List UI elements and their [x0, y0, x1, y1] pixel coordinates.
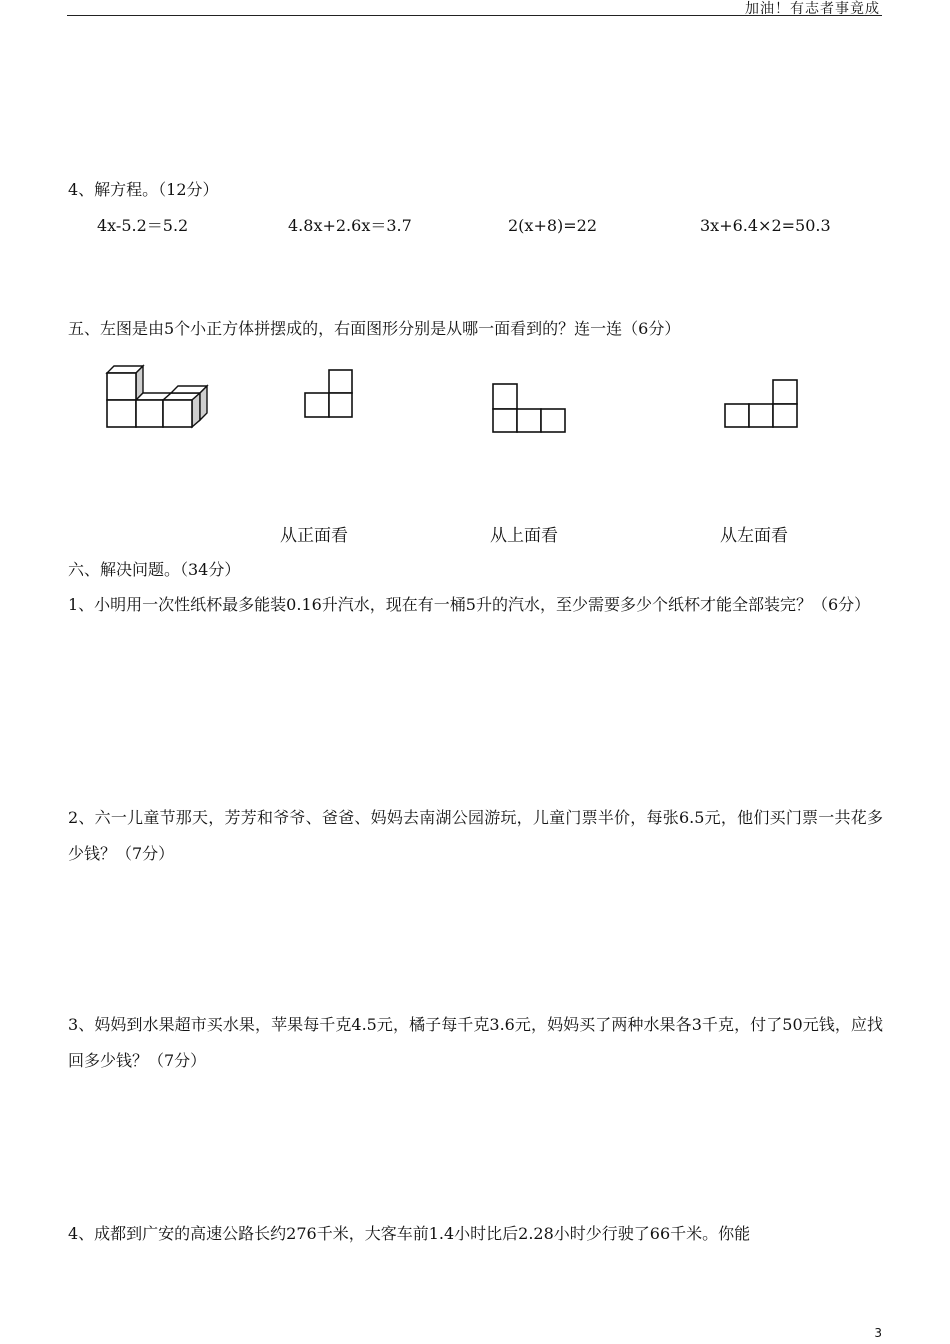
problem-2: 2、六一儿童节那天，芳芳和爷爷、爸爸、妈妈去南湖公园游玩，儿童门票半价，每张6.5元，他们买门票一共花多少钱？（7分）	[68, 808, 883, 863]
view-square	[725, 404, 749, 427]
view-square	[773, 404, 797, 427]
q4-equation-1: 4x-5.2＝5.2	[97, 216, 189, 235]
q6-title: 六、解决问题。（34分）	[68, 560, 241, 579]
q4-equation-3: 2(x+8)=22	[508, 216, 598, 235]
cube-side-face	[200, 386, 207, 420]
label-front-view: 从正面看	[280, 526, 348, 546]
q4-equation-4: 3x+6.4×2=50.3	[700, 216, 831, 235]
view-square	[773, 380, 797, 404]
cube-front-face	[107, 400, 136, 427]
label-top-view: 从上面看	[490, 526, 558, 546]
problem-4: 4、成都到广安的高速公路长约276千米，大客车前1.4小时比后2.28小时少行驶了66千米。你能	[68, 1224, 751, 1243]
q4-equation-2: 4.8x+2.6x＝3.7	[288, 216, 412, 235]
view-square	[749, 404, 773, 427]
cube-arrangement-figure	[100, 360, 220, 432]
cube-front-face	[107, 373, 136, 400]
view-square	[493, 384, 517, 409]
header-motto: 加油！有志者事竟成	[745, 1, 880, 17]
problem-3: 3、妈妈到水果超市买水果，苹果每千克4.5元，橘子每千克3.6元，妈妈买了两种水果各3千克，付了50元钱，应找回多少钱？（7分）	[68, 1015, 883, 1070]
page-number: 3	[874, 1326, 882, 1340]
q4-title: 4、解方程。（12分）	[68, 180, 219, 199]
view-square	[329, 370, 352, 393]
view-shape-3	[722, 377, 802, 431]
view-square	[305, 393, 329, 417]
cube-side-face	[192, 393, 200, 427]
q5-title: 五、左图是由5个小正方体拼摆成的，右面图形分别是从哪一面看到的？连一连（6分）	[68, 319, 681, 338]
view-shape-1	[302, 368, 356, 420]
view-square	[493, 409, 517, 432]
cube-front-face	[136, 400, 163, 427]
view-square	[329, 393, 352, 417]
header-divider	[67, 15, 882, 16]
cube-front-face	[163, 400, 192, 427]
problem-1: 1、小明用一次性纸杯最多能装0.16升汽水，现在有一桶5升的汽水，至少需要多少个纸杯才能全部装完？（6分）	[68, 595, 871, 614]
view-square	[541, 409, 565, 432]
label-left-view: 从左面看	[720, 526, 788, 546]
view-shape-2	[490, 381, 570, 435]
view-square	[517, 409, 541, 432]
